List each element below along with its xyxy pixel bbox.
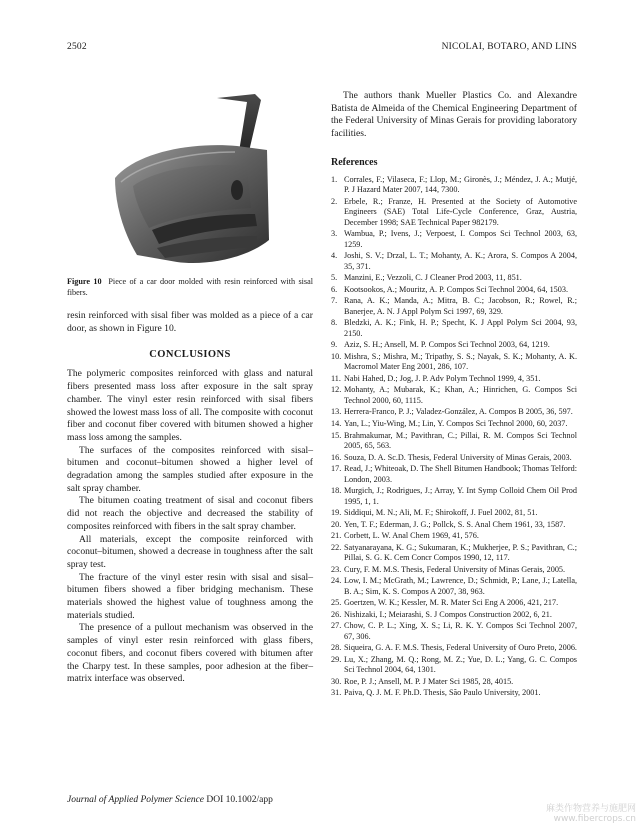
reference-number: 23. [331,564,342,574]
reference-number: 20. [331,519,342,529]
reference-text: Low, I. M.; McGrath, M.; Lawrence, D.; Schmidt, P.; Lane, J.; Latella, B. A.; Sim, K. S. Compos A 2007, 38, 963. [344,576,577,596]
reference-number: 19. [331,508,342,518]
reference-number: 29. [331,654,342,664]
reference-text: Erbele, R.; Franze, H. Presented at the Society of Automotive Engineers (SAE) Total Life-Cycle Conference, Graz, Austria, December 1998; SAE Technical Paper 982179. [344,196,577,227]
reference-text: Roe, P. J.; Ansell, M. P. J Mater Sci 1985, 28, 4015. [344,676,514,686]
journal-doi: DOI 10.1002/app [206,795,273,805]
watermark-url: www.fibercrops.cn [553,814,636,824]
reference-item [331,543,577,564]
reference-item [331,576,577,597]
reference-number: 3. [331,229,338,239]
reference-text: Herrera-Franco, P. J.; Valadez-González, A. Compos B 2005, 36, 597. [344,407,573,417]
reference-number: 24. [331,576,342,586]
reference-item [331,688,577,698]
continuation-text: resin reinforced with sisal fiber was molded as a piece of a car door, as shown in Figure 10. [67,310,313,334]
figure-car-door [67,90,313,270]
reference-text: Murgich, J.; Rodrigues, J.; Array, Y. Int Symp Colloid Chem Oil Prod 1995, 1, 1. [344,486,577,506]
reference-text: Mishra, S.; Mishra, M.; Tripathy, S. S.; Nayak, S. K.; Mohanty, A. K. Macromol Mater Eng 2001, 286, 107. [344,351,577,372]
reference-item [331,197,577,228]
reference-item [331,565,577,575]
reference-text: Joshi, S. V.; Drzal, L. T.; Mohanty, A. K.; Arora, S. Compos A 2004, 35, 371. [344,251,577,271]
reference-number: 27. [331,621,342,631]
reference-item [331,610,577,620]
reference-item [331,677,577,687]
reference-item [331,464,577,485]
reference-text: Mohanty, A.; Mubarak, K.; Khan, A.; Hinrichen, G. Compos Sci Technol 2000, 60, 1115. [344,385,577,405]
car-door-photo-icon [97,90,297,270]
reference-number: 25. [331,598,342,608]
reference-item [331,598,577,608]
reference-text: Bledzki, A. K.; Fink, H. P.; Specht, K. J Appl Polym Sci 2004, 93, 2150. [344,318,577,338]
page-number: 2502 [67,42,87,52]
conclusion-paragraph: The polymeric composites reinforced with glass and natural fibers presented mass loss after exposure in the salt spray chamber. The vinyl ester resin reinforced with sisal fibers showed the lowest mass loss of all. The composite with coconut fiber and coconut fiber covered with bitumen showed a higher mass loss among the samples. [67,368,313,443]
reference-item [331,520,577,530]
reference-number: 5. [331,273,338,283]
reference-item [331,531,577,541]
reference-text: Lu, X.; Zhang, M. Q.; Rong, M. Z.; Yue, D. L.; Yang, G. C. Compos Sci Technol 2004, 64, 1301. [344,654,577,675]
reference-number: 30. [331,676,342,686]
reference-text: Wambua, P.; Ivens, J.; Verpoest, I. Compos Sci Technol 2003, 63, 1259. [344,229,577,249]
reference-text: Brahmakumar, M.; Pavithran, C.; Pillai, R. M. Compos Sci Technol 2005, 65, 563. [344,430,577,450]
reference-number: 21. [331,531,342,541]
reference-number: 14. [331,419,342,428]
reference-number: 26. [331,609,342,619]
figure-caption [67,276,313,298]
running-head: NICOLAI, BOTARO, AND LINS [441,42,577,52]
reference-text: Corbett, L. W. Anal Chem 1969, 41, 576. [344,531,479,541]
reference-number: 7. [331,296,338,306]
references-list [331,175,577,699]
reference-item [331,643,577,653]
reference-item [331,175,577,196]
reference-item [331,407,577,417]
reference-text: Goertzen, W. K.; Kessler, M. R. Mater Sci Eng A 2006, 421, 217. [344,598,559,608]
reference-number: 13. [331,407,342,417]
reference-number: 22. [331,542,342,552]
reference-item [331,621,577,642]
conclusion-paragraph: The fracture of the vinyl ester resin with sisal and sisal–bitumen fibers showed a fiber bridging mechanism. These materials showed the highest value of toughness among the materials studied. [67,571,313,621]
reference-item [331,374,577,384]
site-watermark [546,804,636,824]
reference-number: 4. [331,251,338,261]
reference-text: Yen, T. F.; Ederman, J. G.; Pollck, S. S. Anal Chem 1961, 33, 1587. [344,519,566,529]
left-column [67,90,313,686]
conclusion-paragraph: The surfaces of the composites reinforced with sisal–bitumen and coconut–bitumen showed a higher level of degradation among the samples studied after exposure in the salt spray chamber. [67,444,313,494]
reference-text: Satyanarayana, K. G.; Sukumaran, K.; Mukherjee, P. S.; Pavithran, C.; Pillai, S. G. K. Cem Concr Compos 1990, 12, 117. [344,542,577,563]
reference-text: Rana, A. K.; Manda, A.; Mitra, B. C.; Jacobson, R.; Rowel, R.; Banerjee, A. N. J Appl Polym Sci 1997, 69, 329. [344,296,577,316]
figure-label: Figure 10 [67,277,102,286]
reference-text: Siddiqui, M. N.; Ali, M. F.; Shirokoff, J. Fuel 2002, 81, 51. [344,508,538,518]
reference-number: 17. [331,464,342,474]
reference-item [331,352,577,373]
reference-number: 1. [331,174,338,184]
reference-text: Corrales, F.; Vilaseca, F.; Llop, M.; Gironès, J.; Méndez, J. A.; Mutjé, P. J Hazard Mater 2007, 144, 7300. [344,174,577,195]
reference-item [331,431,577,452]
reference-number: 28. [331,643,342,653]
conclusion-paragraph: The bitumen coating treatment of sisal and coconut fibers did not reach the objective and decreased the stability of composites reinforced with fibers in the salt spray chamber. [67,495,313,532]
reference-text: Souza, D. A. Sc.D. Thesis, Federal University of Minas Gerais, 2003. [344,452,572,462]
reference-number: 8. [331,318,338,328]
conclusions-heading: CONCLUSIONS [149,349,231,361]
reference-item [331,251,577,272]
right-column [331,90,577,700]
reference-text: Chow, C. P. L.; Xing, X. S.; Li, R. K. Y. Compos Sci Technol 2007, 67, 306. [344,621,577,641]
reference-item [331,486,577,507]
reference-number: 10. [331,351,342,361]
reference-text: Paiva, Q. J. M. F. Ph.D. Thesis, São Paulo University, 2001. [344,688,541,698]
references-heading: References [331,156,378,168]
reference-number: 2. [331,196,338,206]
reference-text: Aziz, S. H.; Ansell, M. P. Compos Sci Technol 2003, 64, 1219. [344,340,550,350]
reference-number: 12. [331,385,342,395]
reference-item [331,229,577,250]
reference-text: Read, J.; Whiteoak, D. The Shell Bitumen Handbook; Thomas Telford: London, 2003. [344,464,577,484]
reference-text: Yan, L.; Yiu-Wing, M.; Lin, Y. Compos Sci Technol 2000, 60, 2037. [344,419,568,428]
reference-item [331,655,577,676]
reference-text: Cury, F. M. M.S. Thesis, Federal University of Minas Gerais, 2005. [344,564,566,574]
reference-number: 9. [331,340,338,350]
reference-item [331,419,577,429]
reference-text: Kootsookos, A.; Mouritz, A. P. Compos Sci Technol 2004, 64, 1503. [344,284,568,294]
reference-item [331,273,577,283]
reference-number: 11. [331,373,341,383]
figure-caption-text: Piece of a car door molded with resin reinforced with sisal fibers. [67,277,314,297]
reference-item [331,385,577,406]
reference-number: 31. [331,688,342,698]
reference-text: Manzini, E.; Vezzoli, C. J Cleaner Prod 2003, 11, 851. [344,273,522,283]
conclusion-paragraph: The presence of a pullout mechanism was observed in the samples of vinyl ester resin reinforced with glass fibers, coconut fibers, and coconut fibers covered with bitumen after the Charpy test. In these samples, poor adhesion at the fiber–matrix interface was observed. [67,622,313,685]
journal-name: Journal of Applied Polymer Science [67,795,205,805]
reference-number: 15. [331,430,342,440]
reference-text: Nishizaki, I.; Meiarashi, S. J Compos Construction 2002, 6, 21. [344,609,552,619]
reference-item [331,285,577,295]
reference-number: 18. [331,486,342,496]
reference-item [331,508,577,518]
reference-item [331,296,577,317]
conclusion-paragraph: All materials, except the composite reinforced with coconut–bitumen, showed a decrease in toughness after the salt spray test. [67,533,313,570]
reference-item [331,340,577,350]
reference-item [331,453,577,463]
reference-text: Nabi Hahed, D.; Jog, J. P. Adv Polym Technol 1999, 4, 351. [344,373,541,383]
reference-number: 6. [331,284,338,294]
watermark-line: 麻类作物营养与施肥网 [545,804,636,814]
reference-item [331,318,577,339]
reference-text: Siqueira, G. A. F. M.S. Thesis, Federal University of Ouro Preto, 2006. [344,643,577,653]
acknowledgment: The authors thank Mueller Plastics Co. and Alexandre Batista de Almeida of the Chemical Engineering Department of the Federal University of Minas Gerais for providing laboratory facilities. [331,90,577,140]
reference-number: 16. [331,452,342,462]
journal-footer [67,795,273,805]
